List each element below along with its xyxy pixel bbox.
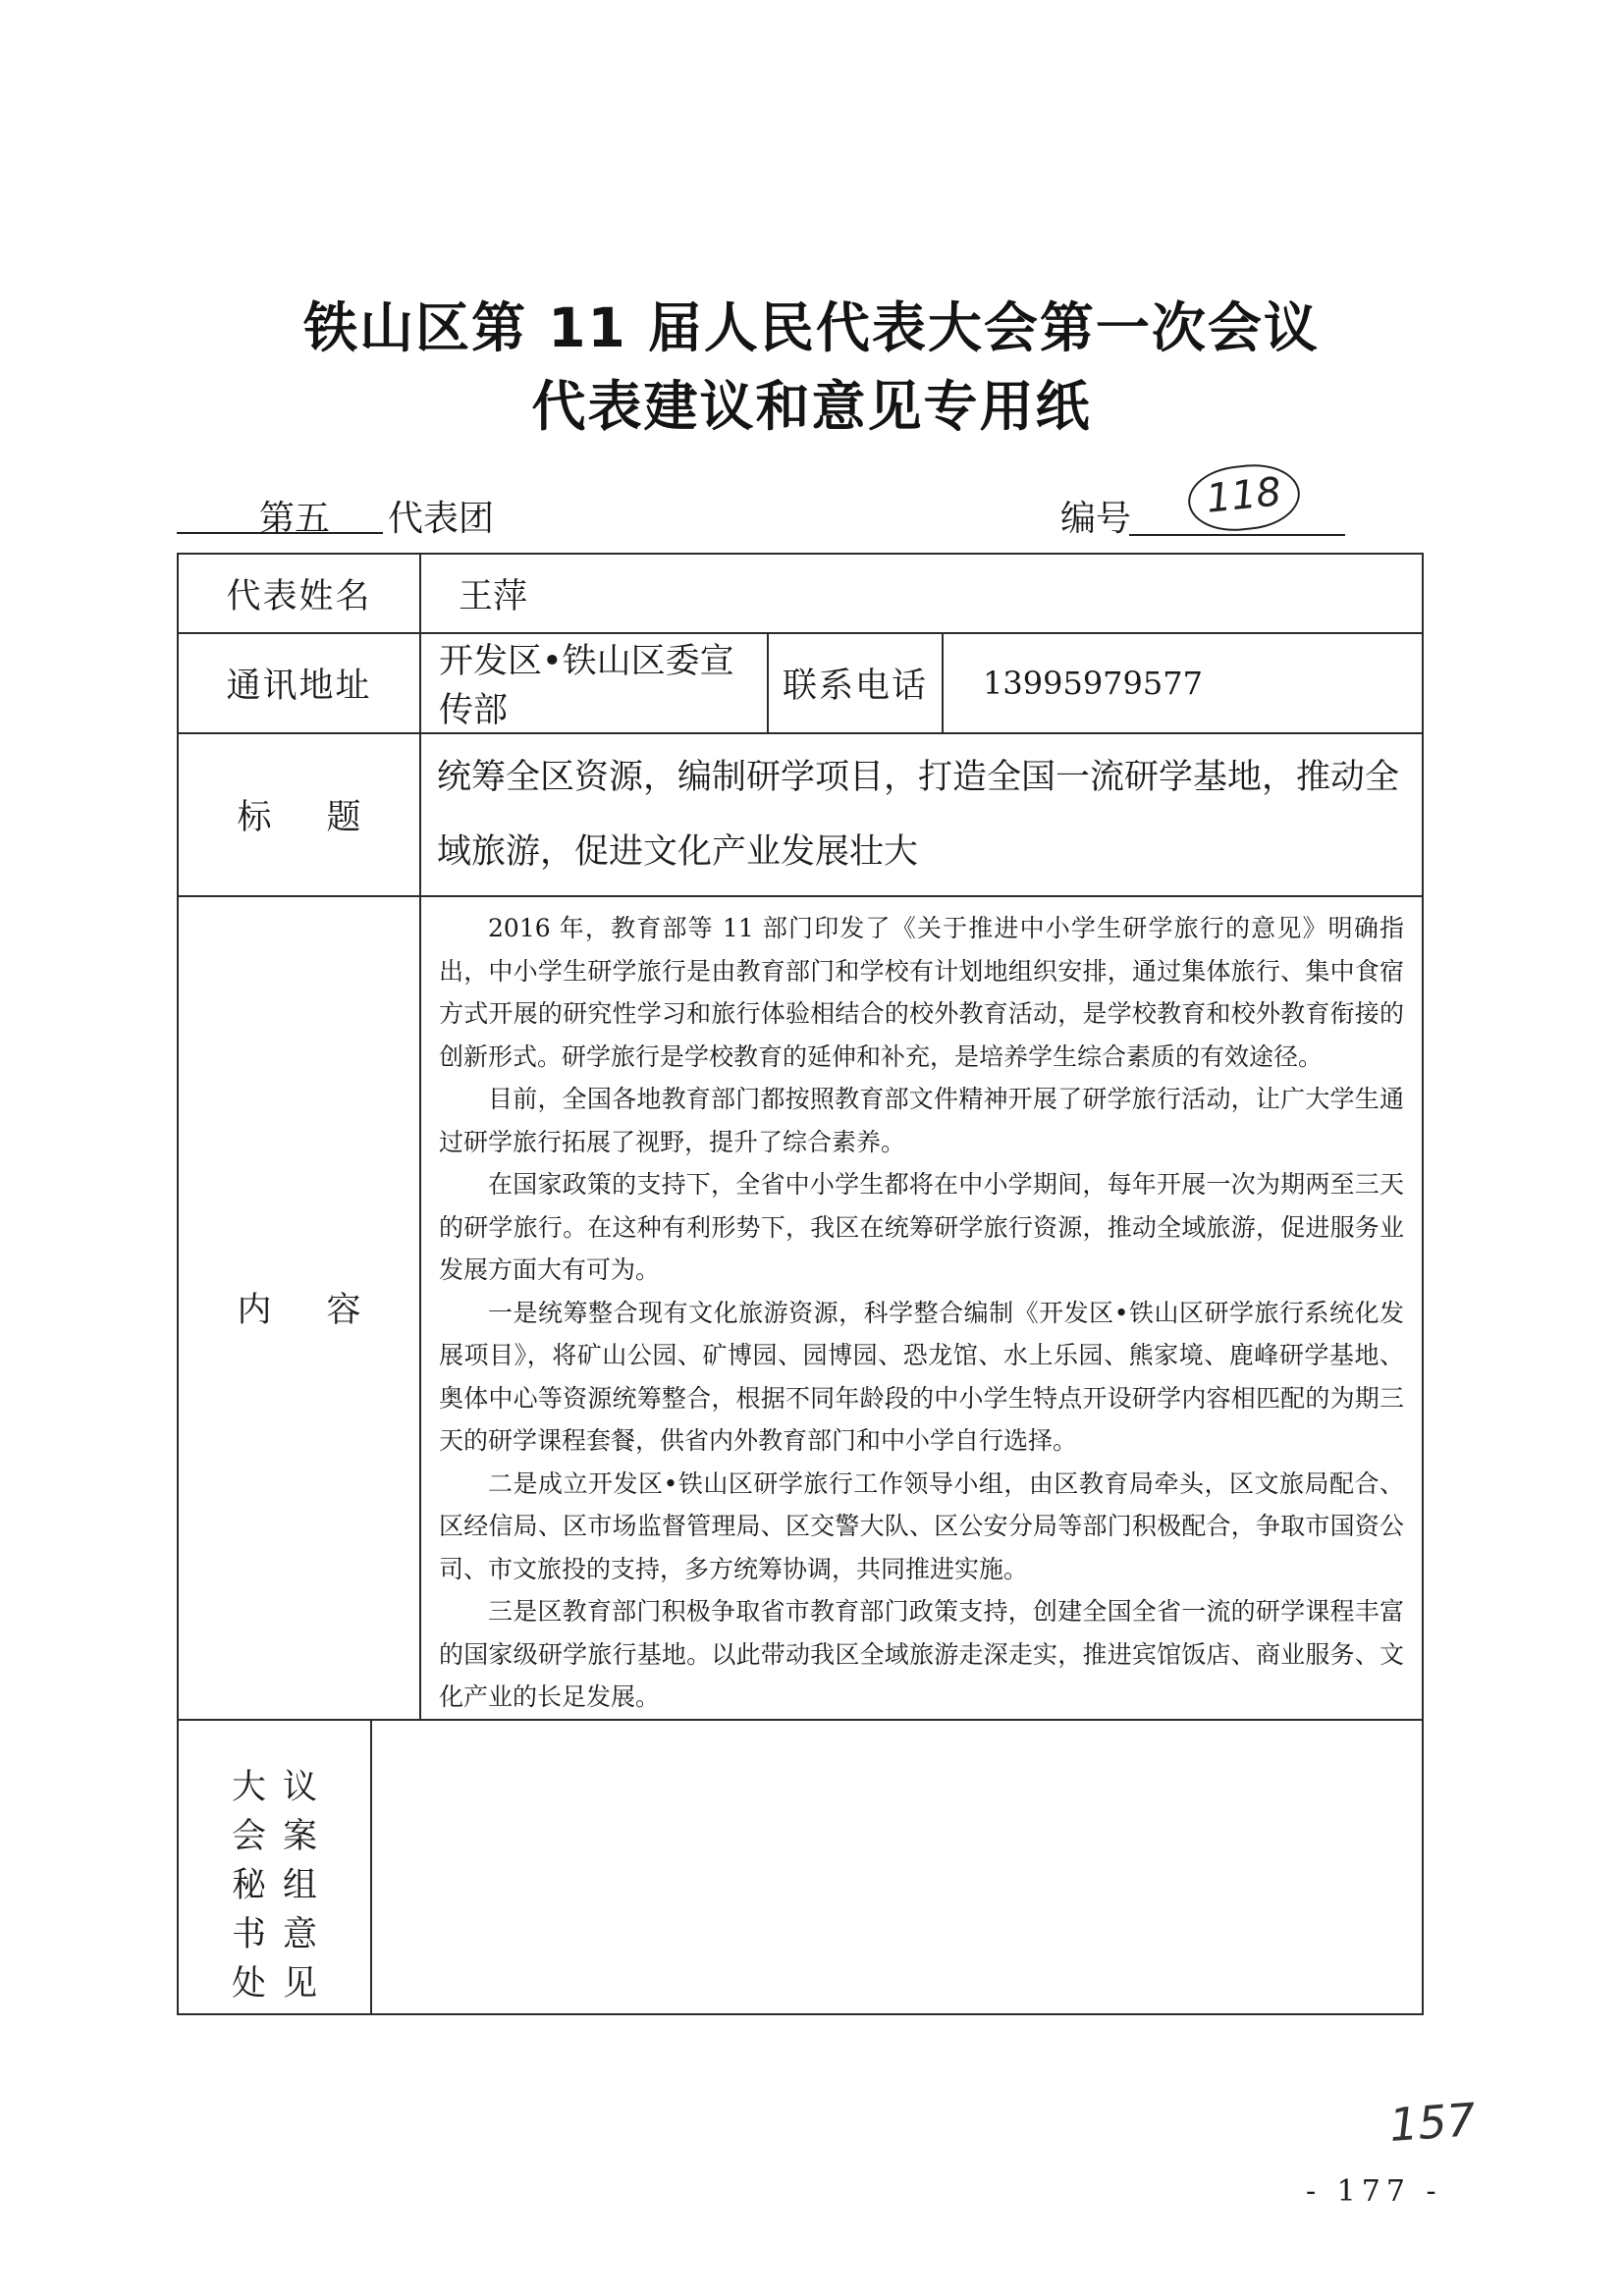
title-value: 统筹全区资源，编制研学项目，打造全国一流研学基地，推动全域旅游，促进文化产业发展壮大	[420, 733, 1423, 896]
title-row	[178, 733, 1423, 896]
opinion-value	[371, 1720, 1423, 2014]
name-row	[178, 554, 1423, 633]
content-paragraph: 三是区教育部门积极争取省市教育部门政策支持，创建全国全省一流的研学课程丰富的国家级研学旅行基地。以此带动我区全域旅游走深走实，推进宾馆饭店、商业服务、文化产业的长足发展。	[439, 1597, 1405, 1711]
opinion-label-char: 大	[231, 1767, 266, 1807]
serial-number-handwritten: 118	[1185, 459, 1303, 536]
document-title-line2: 代表建议和意见专用纸	[531, 375, 1092, 438]
content-paragraph: 目前，全国各地教育部门都按照教育部文件精神开展了研学旅行活动，让广大学生通过研学旅行拓展了视野，提升了综合素养。	[439, 1085, 1405, 1156]
content-body	[420, 896, 1423, 1720]
opinion-label-char: 会	[231, 1816, 266, 1856]
document-title-line1: 铁山区第 11 届人民代表大会第一次会议	[303, 296, 1320, 359]
opinion-label	[178, 1720, 371, 2014]
delegation-suffix: 代表团	[388, 499, 495, 539]
page-number: - 177 -	[1306, 2174, 1442, 2209]
opinion-label-char: 案	[282, 1816, 317, 1856]
opinion-label-char: 秘	[231, 1865, 266, 1905]
opinion-row	[178, 1720, 1423, 2014]
serial-number-label: 编号	[1060, 499, 1132, 539]
opinion-label-char: 组	[282, 1865, 317, 1905]
suggestion-form-table	[177, 553, 1424, 2015]
phone-value: 13995979577	[943, 633, 1423, 733]
content-paragraph: 二是成立开发区•铁山区研学旅行工作领导小组，由区教育局牵头，区文旅局配合、区经信局、区市场监督管理局、区交警大队、区公安分局等部门积极配合，争取市国资公司、市文旅投的支持，多方统筹协调，共同推进实施。	[439, 1468, 1405, 1583]
delegation-name: 第五	[177, 491, 383, 534]
address-label: 通讯地址	[178, 633, 420, 733]
phone-label: 联系电话	[768, 633, 943, 733]
opinion-label-char: 见	[282, 1963, 317, 2003]
title-label: 标题	[178, 733, 420, 896]
content-row	[178, 896, 1423, 1720]
address-value: 开发区•铁山区委宣传部	[420, 633, 768, 733]
content-label: 内容	[178, 896, 420, 1720]
opinion-label-char: 处	[231, 1963, 266, 2003]
name-value: 王萍	[420, 554, 1423, 633]
opinion-label-char: 书	[231, 1914, 266, 1954]
address-row	[178, 633, 1423, 733]
handwritten-page-mark: 157	[1387, 2093, 1478, 2152]
name-label: 代表姓名	[178, 554, 420, 633]
opinion-label-grid	[179, 1760, 370, 2005]
opinion-label-char: 意	[282, 1914, 317, 1954]
content-paragraph: 在国家政策的支持下，全省中小学生都将在中小学期间，每年开展一次为期两至三天的研学旅行。在这种有利形势下，我区在统筹研学旅行资源，推动全域旅游，促进服务业发展方面大有可为。	[439, 1170, 1405, 1284]
content-paragraph: 2016 年，教育部等 11 部门印发了《关于推进中小学生研学旅行的意见》明确指出，中小学生研学旅行是由教育部门和学校有计划地组织安排，通过集体旅行、集中食宿方式开展的研究性学习和旅行体验相结合的校外教育活动，是学校教育和校外教育衔接的创新形式。研学旅行是学校教育的延伸和补充，是培养学生综合素质的有效途径。	[439, 914, 1405, 1071]
content-paragraph: 一是统筹整合现有文化旅游资源，科学整合编制《开发区•铁山区研学旅行系统化发展项目》，将矿山公园、矿博园、园博园、恐龙馆、水上乐园、熊家境、鹿峰研学基地、奥体中心等资源统筹整合，根据不同年龄段的中小学生特点开设研学内容相匹配的为期三天的研学课程套餐，供省内外教育部门和中小学自行选择。	[439, 1298, 1405, 1455]
opinion-label-char: 议	[282, 1767, 317, 1807]
serial-number-line	[1060, 469, 1284, 539]
